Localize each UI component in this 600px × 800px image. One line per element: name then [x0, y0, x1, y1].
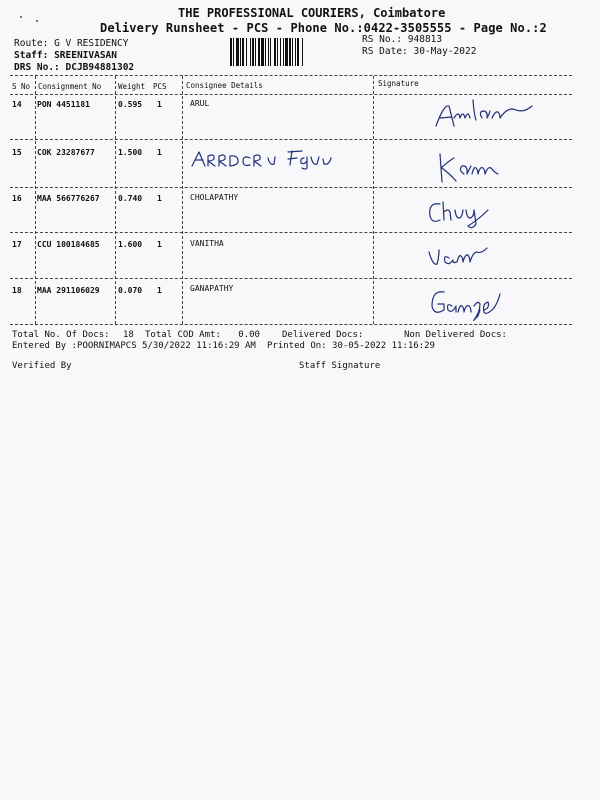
- rs-date-line: [362, 46, 476, 57]
- row-sno: 17: [12, 240, 22, 249]
- row-sno: 15: [12, 148, 22, 157]
- cod-value: 0.00: [238, 330, 260, 340]
- cod-label: Total COD Amt:: [145, 330, 221, 340]
- rs-no-label: RS No.:: [362, 34, 403, 45]
- row-consignment: MAA 566776267: [37, 194, 100, 203]
- row-pcs: 1: [157, 148, 162, 157]
- row-consignment: PON 4451181: [37, 100, 90, 109]
- route-line: [14, 38, 128, 49]
- staff-signature-label: Staff Signature: [299, 361, 381, 371]
- row-divider: [10, 278, 572, 279]
- scan-speck: [36, 20, 38, 22]
- column-divider: [182, 76, 183, 324]
- row-consignment: COK 23287677: [37, 148, 95, 157]
- total-docs-value: 18: [122, 330, 134, 340]
- signature-row-15: [434, 148, 504, 186]
- row-pcs: 1: [157, 286, 162, 295]
- row-consignee: CHOLAPATHY: [190, 193, 239, 202]
- col-header-consignment: Consignment No: [38, 82, 102, 91]
- row-pcs: 1: [157, 194, 162, 203]
- printed-on: Printed On: 30-05-2022 11:16:29: [267, 341, 435, 351]
- drs-line: [14, 62, 134, 73]
- scan-speck: [20, 16, 22, 18]
- verified-by-label: Verified By: [12, 361, 72, 371]
- barcode-bar: [303, 38, 304, 66]
- totals-line: [12, 330, 134, 340]
- staff-label: Staff:: [14, 50, 49, 61]
- signature-row-18: [428, 284, 508, 324]
- route-value: G V RESIDENCY: [54, 38, 129, 49]
- row-sno: 18: [12, 286, 22, 295]
- col-header-weight: Weight: [118, 82, 146, 91]
- row-weight: 1.600: [118, 240, 143, 249]
- col-header-consignee: Consignee Details: [186, 81, 263, 90]
- rs-date-label: RS Date:: [362, 46, 408, 57]
- row-pcs: 1: [157, 100, 162, 109]
- row-divider: [10, 232, 572, 233]
- barcode: [230, 38, 350, 66]
- row-weight: 1.500: [118, 148, 143, 157]
- row-consignment: CCU 100184685: [37, 240, 100, 249]
- total-docs-label: Total No. Of Docs:: [12, 330, 110, 340]
- column-divider: [373, 76, 374, 324]
- signature-row-14: [432, 96, 542, 134]
- col-header-sno: S No: [12, 82, 31, 91]
- header-bottom-rule: [10, 94, 572, 95]
- handwritten-consignee-note: [188, 146, 348, 170]
- drs-label: DRS No.:: [14, 62, 60, 73]
- staff-value: SREENIVASAN: [54, 50, 117, 61]
- signature-row-17: [425, 240, 495, 272]
- table-top-rule: [10, 75, 572, 76]
- row-weight: 0.595: [118, 100, 143, 109]
- rs-no-value: 948813: [407, 34, 443, 45]
- route-label: Route:: [14, 38, 49, 49]
- column-divider: [35, 76, 36, 324]
- row-sno: 14: [12, 100, 22, 109]
- row-consignee: GANAPATHY: [190, 284, 234, 293]
- column-divider: [115, 76, 116, 324]
- signature-row-16: [426, 196, 496, 232]
- row-consignee: VANITHA: [190, 239, 224, 248]
- table-bottom-rule: [10, 324, 572, 325]
- staff-line: [14, 50, 117, 61]
- row-weight: 0.740: [118, 194, 143, 203]
- runsheet-subtitle: Delivery Runsheet - PCS - Phone No.:0422-3505555 - Page No.:2: [100, 21, 547, 35]
- rs-date-value: 30-May-2022: [413, 46, 477, 57]
- cod-line: [145, 330, 260, 340]
- col-header-pcs: PCS: [153, 82, 167, 91]
- col-header-signature: Signature: [378, 79, 419, 88]
- rs-no-line: [362, 34, 442, 45]
- row-divider: [10, 139, 572, 140]
- row-pcs: 1: [157, 240, 162, 249]
- row-consignment: MAA 291106029: [37, 286, 100, 295]
- drs-value: DCJB94881302: [65, 62, 135, 73]
- delivered-docs-label: Delivered Docs:: [282, 330, 364, 340]
- row-weight: 0.070: [118, 286, 143, 295]
- row-sno: 16: [12, 194, 22, 203]
- row-consignee: ARUL: [190, 99, 210, 108]
- non-delivered-docs-label: Non Delivered Docs:: [404, 330, 507, 340]
- entered-by: Entered By :POORNIMAPCS 5/30/2022 11:16:29 AM: [12, 341, 256, 351]
- row-divider: [10, 187, 572, 188]
- company-title: THE PROFESSIONAL COURIERS, Coimbatore: [178, 6, 446, 20]
